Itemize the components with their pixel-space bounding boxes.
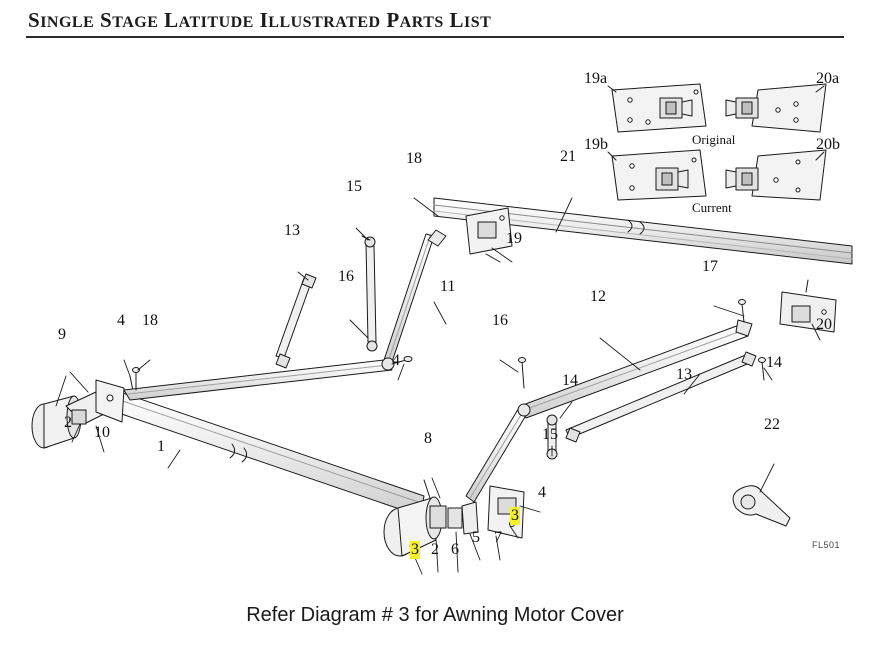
inset-original-right bbox=[726, 84, 826, 132]
callout-10: 10 bbox=[94, 424, 110, 441]
inset-current-right bbox=[726, 150, 826, 200]
callout-18-left: 18 bbox=[142, 312, 158, 329]
callout-15-left: 15 bbox=[346, 178, 362, 195]
right-support-arm bbox=[466, 320, 752, 502]
callout-17: 17 bbox=[702, 258, 718, 275]
callout-19b: 19b bbox=[584, 136, 608, 153]
inset-current-left bbox=[612, 150, 706, 200]
callout-12: 12 bbox=[590, 288, 606, 305]
awning-exploded-diagram bbox=[0, 40, 870, 600]
callout-13-right: 13 bbox=[676, 366, 692, 383]
callout-20b: 20b bbox=[816, 136, 840, 153]
callout-4-left-top: 4 bbox=[117, 312, 125, 329]
callout-15-right: 15 bbox=[542, 426, 558, 443]
callout-21: 21 bbox=[560, 148, 576, 165]
inset-original-left bbox=[612, 84, 706, 132]
callout-9: 9 bbox=[58, 326, 66, 343]
page-title: SINGLE STAGE LATITUDE ILLUSTRATED PARTS LIST bbox=[28, 8, 492, 32]
callout-8: 8 bbox=[424, 430, 432, 447]
diagram-svg bbox=[0, 40, 870, 600]
pull-hook-22 bbox=[733, 486, 790, 526]
main-roller-tube bbox=[104, 388, 424, 516]
callout-16-right: 16 bbox=[492, 312, 508, 329]
callout-13-left: 13 bbox=[284, 222, 300, 239]
callout-14-far-right: 14 bbox=[766, 354, 782, 371]
inset-caption-current: Current bbox=[692, 200, 732, 215]
callout-1: 1 bbox=[157, 438, 165, 455]
callout-6: 6 bbox=[451, 541, 459, 558]
callout-20: 20 bbox=[816, 316, 832, 333]
inset-caption-original: Original bbox=[692, 132, 736, 147]
callout-5: 5 bbox=[472, 529, 480, 546]
callout-2-left: 2 bbox=[64, 414, 72, 431]
right-fastener-17 bbox=[739, 300, 746, 323]
callout-3-bottom: 3 bbox=[411, 541, 419, 558]
document-id: FL501 bbox=[812, 540, 841, 550]
callout-19: 19 bbox=[506, 230, 522, 247]
callout-18-top: 18 bbox=[406, 150, 422, 167]
right-fastener-16 bbox=[519, 358, 526, 389]
callout-2-bottom: 2 bbox=[431, 541, 439, 558]
callout-4-bottom-right: 4 bbox=[538, 484, 546, 501]
callout-11: 11 bbox=[440, 278, 456, 295]
callout-7: 7 bbox=[494, 529, 502, 546]
left-support-arm bbox=[124, 230, 446, 400]
callout-20a: 20a bbox=[816, 70, 840, 87]
page-caption: Refer Diagram # 3 for Awning Motor Cover bbox=[246, 604, 624, 626]
callout-4-center: 4 bbox=[392, 352, 400, 369]
callout-16-left: 16 bbox=[338, 268, 354, 285]
callout-3-right: 3 bbox=[511, 507, 519, 524]
callout-22: 22 bbox=[764, 416, 780, 433]
title-divider bbox=[26, 36, 844, 38]
left-pull-bar bbox=[276, 274, 316, 368]
callout-14-right: 14 bbox=[562, 372, 578, 389]
callout-19a: 19a bbox=[584, 70, 608, 87]
